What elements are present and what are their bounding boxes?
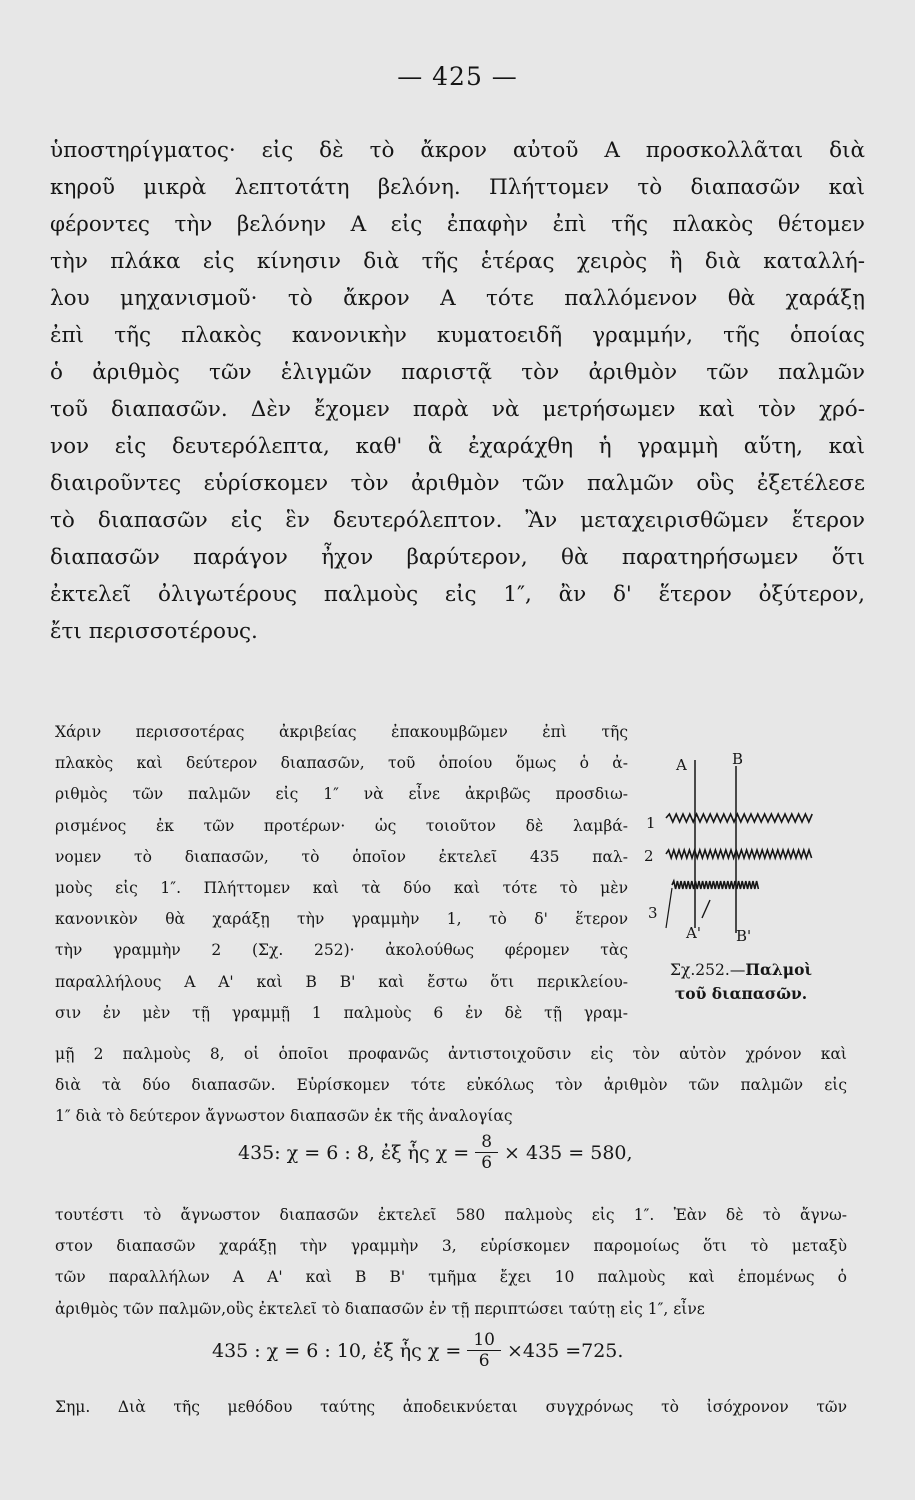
text-line: τοῦ διαπασῶν. Δὲν ἔχομεν παρὰ νὰ μετρήσωμεν καὶ τὸν χρό- — [50, 397, 865, 422]
fine-print-paragraph — [55, 717, 628, 1029]
label-b-bottom: B' — [736, 927, 752, 945]
main-paragraph — [50, 132, 865, 650]
text-line: ἐκτελεῖ ὀλιγωτέρους παλμοὺς εἰς 1″, ἂν δ' ἕτερον ὀξύτερον, — [50, 582, 865, 607]
figure-caption — [636, 958, 846, 1006]
equation-2-left: 435 : χ = 6 : 10, ἐξ ἧς χ = — [212, 1339, 462, 1362]
equation-1-fraction — [475, 1132, 498, 1173]
text-line: νομεν τὸ διαπασῶν, τὸ ὁποῖον ἐκτελεῖ 435 παλ- — [55, 847, 628, 866]
label-a-top: A — [676, 756, 687, 774]
caption-title: Παλμοὶ — [745, 960, 812, 979]
text-line: ἔτι περισσοτέρους. — [50, 619, 258, 644]
text-line: ἀριθμὸς τῶν παλμῶν,οὓς ἐκτελεῖ τὸ διαπασῶν ἐν τῇ περιπτώσει ταύτῃ εἰς 1″, εἶνε — [55, 1299, 705, 1318]
text-line: ὁ ἀριθμὸς τῶν ἑλιγμῶν παριστᾷ τὸν ἀριθμὸν τῶν παλμῶν — [50, 360, 865, 385]
fraction-numerator: 10 — [473, 1330, 495, 1350]
text-line: λου μηχανισμοῦ· τὸ ἄκρον Α τότε παλλόμενον θὰ χαράξῃ — [50, 286, 865, 311]
text-line: διαπασῶν παράγον ἦχον βαρύτερον, θὰ παρατηρήσωμεν ὅτι — [50, 545, 865, 570]
label-2: 2 — [644, 847, 654, 865]
tuning-fork-figure — [636, 748, 846, 953]
text-line: ἐπὶ τῆς πλακὸς κανονικὴν κυματοειδῆ γραμμήν, τῆς ὁποίας — [50, 323, 865, 348]
text-line: διὰ τὰ δύο διαπασῶν. Εὑρίσκομεν τότε εὐκόλως τὸν ἀριθμὸν τῶν παλμῶν εἰς — [55, 1076, 847, 1095]
trace-3-edge — [666, 888, 672, 928]
equation-2-fraction — [467, 1330, 501, 1371]
text-line: στον διαπασῶν χαράξῃ τὴν γραμμὴν 3, εὑρίσκομεν παρομοίως ὅτι τὸ μεταξὺ — [55, 1237, 847, 1256]
equation-2-right: ×435 =725. — [506, 1339, 624, 1362]
text-line: διαιροῦντες εὑρίσκομεν τὸν ἀριθμὸν τῶν παλμῶν οὓς ἐξετέλεσε — [50, 471, 865, 496]
label-1: 1 — [646, 814, 656, 832]
text-line: ὑποστηρίγματος· εἰς δὲ τὸ ἄκρον αὐτοῦ Α προσκολλᾶται διὰ — [50, 138, 865, 163]
text-line: παραλλήλους Α Α' καὶ Β Β' καὶ ἔστω ὅτι περικλείου- — [55, 972, 628, 991]
equation-2 — [212, 1330, 623, 1371]
text-line: τῶν παραλλήλων Α Α' καὶ Β Β' τμῆμα ἔχει 10 παλμοὺς καὶ ἑπομένως ὁ — [55, 1268, 847, 1287]
text-line: κηροῦ μικρὰ λεπτοτάτη βελόνη. Πλήττομεν τὸ διαπασῶν καὶ — [50, 175, 865, 200]
wave-trace-3 — [672, 881, 758, 889]
label-b-top: B — [732, 750, 744, 768]
text-line: κανονικὸν θὰ χαράξῃ τὴν γραμμὴν 1, τὸ δ' ἕτερον — [55, 910, 628, 929]
text-line: μοὺς εἰς 1″. Πλήττομεν καὶ τὰ δύο καὶ τότε τὸ μὲν — [55, 878, 628, 897]
wave-trace-1 — [666, 814, 812, 822]
wave-trace-2 — [666, 850, 812, 858]
text-line: μῇ 2 παλμοὺς 8, οἱ ὁποῖοι προφανῶς ἀντιστοιχοῦσιν εἰς τὸν αὐτὸν χρόνον καὶ — [55, 1045, 847, 1063]
label-3: 3 — [648, 904, 658, 922]
wave-trace-diagram — [636, 748, 846, 953]
text-line: νον εἰς δευτερόλεπτα, καθ' ἃ ἐχαράχθη ἡ γραμμὴ αὕτη, καὶ — [50, 434, 865, 459]
text-line: τὴν γραμμὴν 2 (Σχ. 252)· ἀκολούθως φέρομεν τὰς — [55, 941, 628, 960]
text-line: 1″ διὰ τὸ δεύτερον ἄγνωστον διαπασῶν ἐκ τῆς ἀναλογίας — [55, 1107, 513, 1126]
text-line: Χάριν περισσοτέρας ἀκριβείας ἐπακουμβῶμεν ἐπὶ τῆς — [55, 723, 628, 741]
fine-print-paragraph-2 — [55, 1200, 847, 1325]
fraction-denominator: 6 — [481, 1153, 493, 1173]
text-line: σιν ἐν μὲν τῇ γραμμῇ 1 παλμοὺς 6 ἐν δὲ τῇ γραμ- — [55, 1003, 628, 1022]
text-line: τὴν πλάκα εἰς κίνησιν διὰ τῆς ἑτέρας χειρὸς ἢ διὰ καταλλή- — [50, 249, 865, 274]
caption-title-2: τοῦ διαπασῶν. — [674, 984, 808, 1003]
equation-1 — [238, 1132, 633, 1173]
text-line: τὸ διαπασῶν εἰς ἓν δευτερόλεπτον. Ἂν μεταχειρισθῶμεν ἕτερον — [50, 508, 865, 533]
fraction-numerator: 8 — [481, 1132, 493, 1152]
text-line: τουτέστι τὸ ἄγνωστον διαπασῶν ἐκτελεῖ 580 παλμοὺς εἰς 1″. Ἐὰν δὲ τὸ ἄγνω- — [55, 1206, 847, 1224]
text-line: φέροντες τὴν βελόνην Α εἰς ἐπαφὴν ἐπὶ τῆς πλακὸς θέτομεν — [50, 212, 865, 237]
fraction-denominator: 6 — [478, 1351, 490, 1371]
text-line: ρισμένος ἐκ τῶν προτέρων· ὡς τοιοῦτον δὲ λαμβά- — [55, 816, 628, 835]
label-a-bottom: A' — [686, 924, 701, 942]
caption-prefix: Σχ.252.— — [670, 961, 746, 979]
arrow-marker — [702, 900, 710, 918]
fine-print-continuation — [55, 1039, 847, 1133]
equation-1-left: 435: χ = 6 : 8, ἐξ ἧς χ = — [238, 1141, 470, 1164]
text-line: ριθμὸς τῶν παλμῶν εἰς 1″ νὰ εἶνε ἀκριβῶς προσδιω- — [55, 785, 628, 804]
footnote-remark: Σημ. Διὰ τῆς μεθόδου ταύτης ἀποδεικνύεται συγχρόνως τὸ ἰσόχρονον τῶν — [55, 1398, 847, 1416]
page-number: — 425 — — [397, 62, 518, 91]
text-line: πλακὸς καὶ δεύτερον διαπασῶν, τοῦ ὁποίου ὅμως ὁ ἀ- — [55, 754, 628, 773]
equation-1-right: × 435 = 580, — [504, 1141, 633, 1164]
